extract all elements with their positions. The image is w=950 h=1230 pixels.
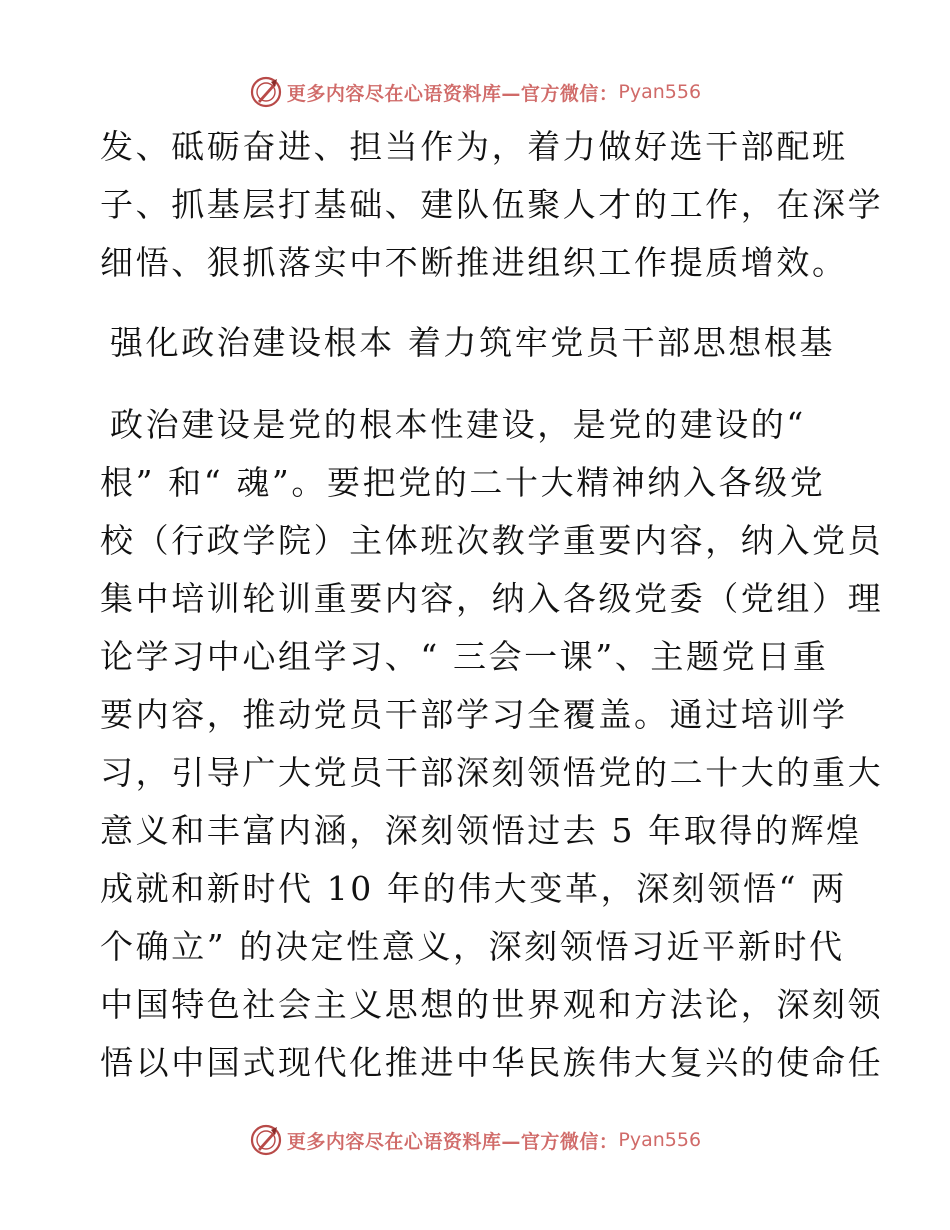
footer-banner bbox=[0, 1118, 950, 1162]
text-line: 校（行政学院）主体班次教学重要内容，纳入党员 bbox=[100, 521, 884, 560]
text-line: 集中培训轮训重要内容，纳入各级党委（党组）理 bbox=[100, 579, 884, 618]
text-line: 意义和丰富内涵，深刻领悟过去 5 年取得的辉煌 bbox=[100, 811, 862, 850]
text-line: 悟以中国式现代化推进中华民族伟大复兴的使命任 bbox=[100, 1043, 884, 1082]
text-line: 发、砥砺奋进、担当作为，着力做好选干部配班 bbox=[100, 127, 848, 166]
banner-text: 更多内容尽在心语资料库—官方微信： bbox=[286, 1130, 619, 1153]
text-line: 中国特色社会主义思想的世界观和方法论，深刻领 bbox=[100, 985, 884, 1024]
text-line: 要内容，推动党员干部学习全覆盖。通过培训学 bbox=[100, 695, 848, 734]
banner-text: 更多内容尽在心语资料库—官方微信： bbox=[286, 82, 619, 105]
text-line: 细悟、狠抓落实中不断推进组织工作提质增效。 bbox=[100, 243, 848, 282]
feather-pen-logo-icon bbox=[249, 75, 283, 109]
banner-wechat-id: Pyan556 bbox=[618, 81, 702, 103]
header-banner bbox=[0, 70, 950, 114]
text-line: 成就和新时代 10 年的伟大变革，深刻领悟“ 两 bbox=[100, 869, 847, 908]
text-line: 政治建设是党的根本性建设，是党的建设的“ bbox=[110, 405, 806, 444]
text-line: 根” 和“ 魂”。要把党的二十大精神纳入各级党 bbox=[100, 463, 826, 502]
document-body bbox=[100, 118, 884, 1092]
banner-wechat-id: Pyan556 bbox=[618, 1129, 702, 1151]
feather-pen-logo-icon bbox=[249, 1123, 283, 1157]
section-heading: 强化政治建设根本 着力筑牢党员干部思想根基 bbox=[110, 323, 836, 362]
text-line: 子、抓基层打基础、建队伍聚人才的工作，在深学 bbox=[100, 185, 884, 224]
text-line: 论学习中心组学习、“ 三会一课”、主题党日重 bbox=[100, 637, 829, 676]
text-line: 个确立” 的决定性意义，深刻领悟习近平新时代 bbox=[100, 927, 845, 966]
text-line: 习，引导广大党员干部深刻领悟党的二十大的重大 bbox=[100, 753, 884, 792]
